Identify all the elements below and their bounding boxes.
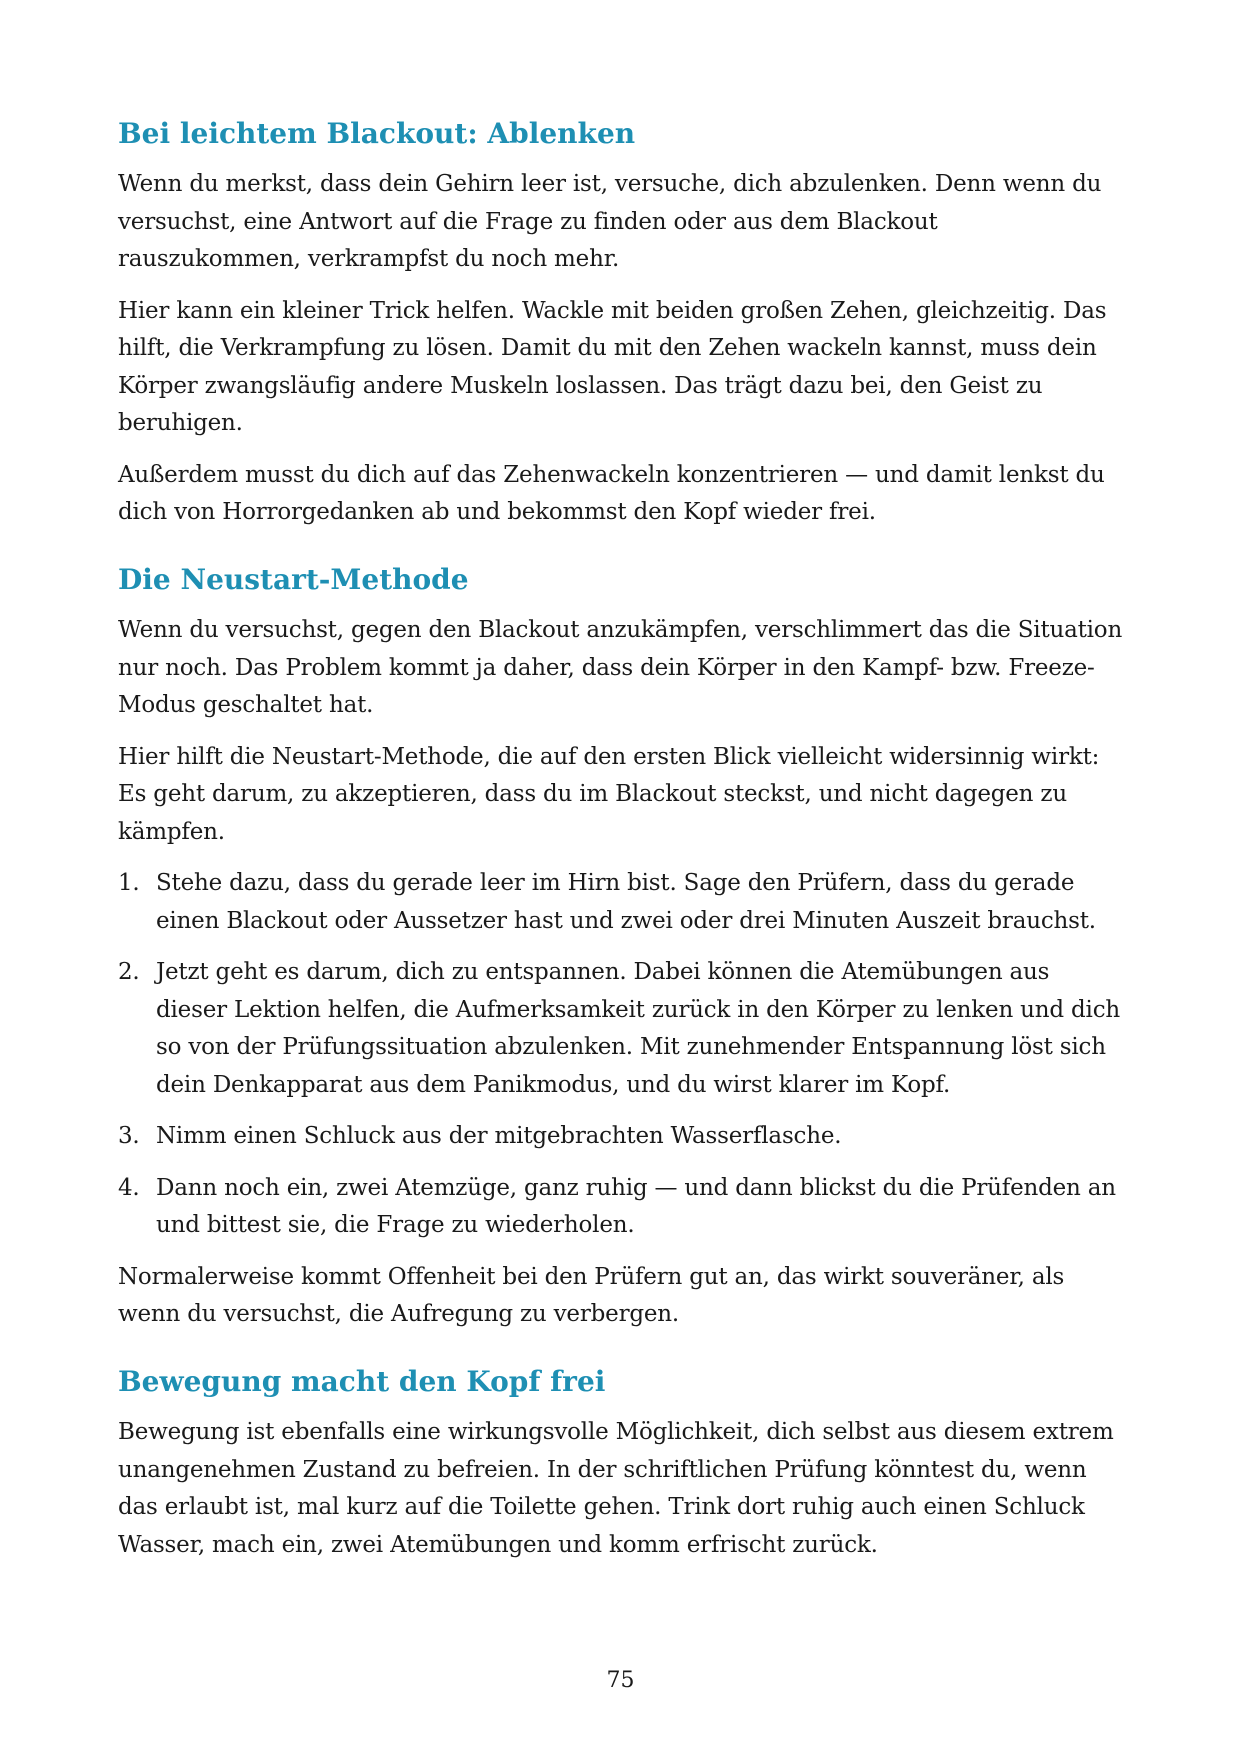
section-heading: Bewegung macht den Kopf frei [118, 1364, 606, 1398]
list-number: 2. [118, 959, 140, 986]
list-item [118, 1170, 1123, 1245]
list-number: 4. [118, 1174, 140, 1201]
page-number: 75 [606, 1668, 635, 1693]
list-item-text: Dann noch ein, zwei Atemzüge, ganz ruhig — und dann blickst du die Prüfenden an und bittest sie, die Frage zu wiederholen. [156, 1174, 1116, 1239]
list-item [118, 1118, 1123, 1156]
list-item [118, 865, 1123, 940]
paragraph: Wenn du merkst, dass dein Gehirn leer ist, versuche, dich abzulenken. Denn wenn du versuchst, eine Antwort auf die Frage zu finden oder aus dem Blackout rauszukommen, verkrampfst du noch mehr. [118, 171, 1102, 273]
paragraph: Außerdem musst du dich auf das Zehenwackeln konzentrieren — und damit lenkst du dich von Horrorgedanken ab und bekommst den Kopf wieder frei. [118, 461, 1105, 526]
list-item-text: Nimm einen Schluck aus der mitgebrachten Wasserflasche. [156, 1123, 842, 1150]
page-content [118, 116, 1123, 1578]
paragraph: Normalerweise kommt Offenheit bei den Prüfern gut an, das wirkt souveräner, als wenn du versuchst, die Aufregung zu verbergen. [118, 1263, 1065, 1328]
list-item-text: Stehe dazu, dass du gerade leer im Hirn bist. Sage den Prüfern, dass du gerade einen Blackout oder Aussetzer hast und zwei oder drei Minuten Auszeit brauchst. [156, 870, 1096, 934]
paragraph: Bewegung ist ebenfalls eine wirkungsvolle Möglichkeit, dich selbst aus diesem extrem unangenehmen Zustand zu befreien. In der schriftlichen Prüfung könntest du, wenn das erlaubt ist, mal kurz auf die Toilette gehen. Trink dort ruhig auch einen Schluck Wasser, mach ein, zwei Atemübungen und komm erfrischt zurück. [118, 1419, 1114, 1558]
list-number: 1. [118, 870, 140, 897]
list-item-text: Jetzt geht es darum, dich zu entspannen. Dabei können die Atemübungen aus dieser Lektion helfen, die Aufmerksamkeit zurück in den Körper zu lenken und dich so von der Prüfungssituation abzulenken. Mit zunehmender Entspannung löst sich dein Denkapparat aus dem Panikmodus, und du wirst klarer im Kopf. [156, 959, 1120, 1098]
paragraph: Hier kann ein kleiner Trick helfen. Wackle mit beiden großen Zehen, gleichzeitig. Das hilft, die Verkrampfung zu lösen. Damit du mit den Zehen wackeln kannst, muss dein Körper zwangsläufig andere Muskeln loslassen. Das trägt dazu bei, den Geist zu beruhigen. [118, 297, 1107, 437]
numbered-list [118, 865, 1123, 1245]
section-neustart [118, 562, 1123, 1334]
section-bewegung [118, 1364, 1123, 1564]
list-item [118, 954, 1123, 1104]
section-heading: Die Neustart-Methode [118, 562, 469, 596]
paragraph: Hier hilft die Neustart-Methode, die auf den ersten Blick vielleicht widersinnig wirkt: Es geht darum, zu akzeptieren, dass du im Blackout steckst, und nicht dagegen zu kämpfen. [118, 743, 1100, 845]
paragraph: Wenn du versuchst, gegen den Blackout anzukämpfen, verschlimmert das die Situation nur noch. Das Problem kommt ja daher, dass dein Körper in den Kampf- bzw. Freeze-Modus geschaltet hat. [118, 617, 1123, 719]
list-number: 3. [118, 1123, 140, 1150]
section-heading: Bei leichtem Blackout: Ablenken [118, 117, 636, 150]
section-ablenken [118, 116, 1123, 532]
